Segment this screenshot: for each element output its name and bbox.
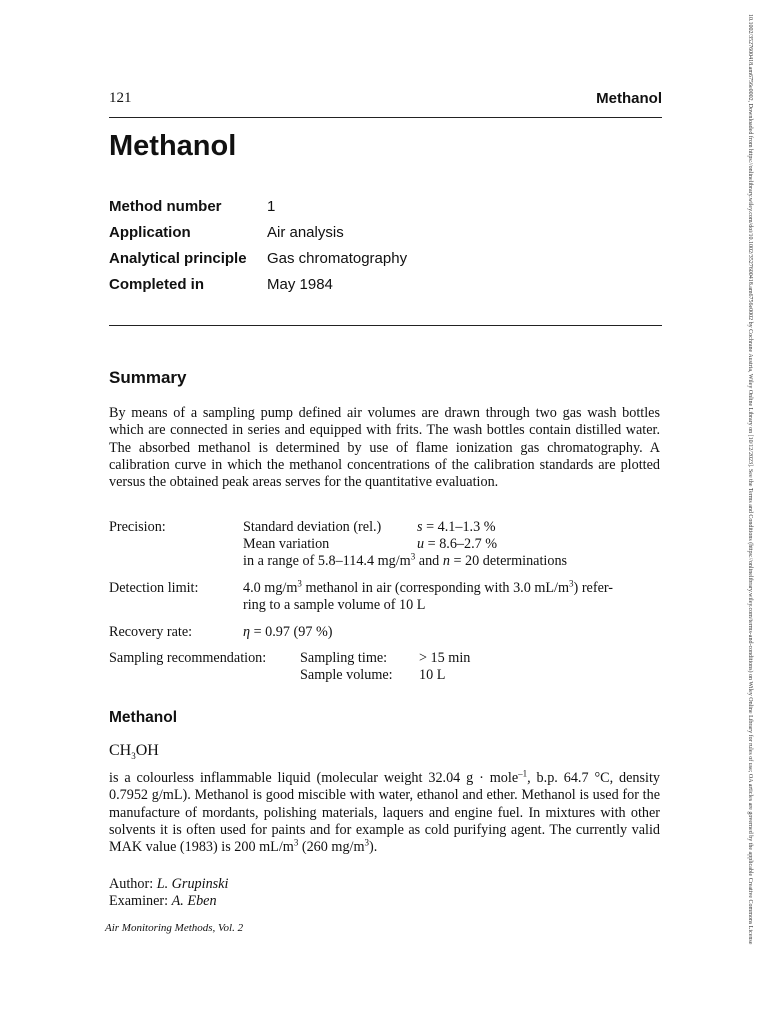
eta-symbol: η xyxy=(243,624,251,640)
page-title: Methanol xyxy=(109,130,237,162)
detection-line-1 xyxy=(243,580,613,597)
description-text: , b.p. 64.7 °C, density 0.7952 g/mL). Methanol is good miscible with water, ethanol and ether. Methanol is used for the manufacture of mordants, polishing materials, laquers and engine fuel. In mixtures with other solvents it is often used for paints and for example as cold purifying agent. The currently valid MAK value (1983) is 200 mL/m xyxy=(109,770,660,856)
meta-label: Analytical principle xyxy=(109,250,247,267)
mv-number: = 8.6–2.7 % xyxy=(424,536,498,552)
detection-text: methanol in air (corresponding with 3.0 mL/m xyxy=(301,580,570,596)
header-rule xyxy=(109,117,662,118)
method-metadata xyxy=(109,198,662,302)
page-number: 121 xyxy=(109,90,132,106)
detection-text: ) refer- xyxy=(573,580,614,596)
meta-row-completed-in xyxy=(109,276,662,302)
sd-label: Standard deviation (rel.) xyxy=(243,519,382,535)
detection-label: Detection limit: xyxy=(109,580,199,596)
unit-exponent: 3 xyxy=(293,837,299,848)
meta-row-method-number xyxy=(109,198,662,224)
summary-text: By means of a sampling pump defined air volumes are drawn through two gas wash bottles which are connected in series and equipped with frits. The wash bottles contain distilled water. The absorbed methanol is determined by use of flame ionization gas chromatography. A calibration curve in which the methanol concentrations of the calibration standards are plotted versus the obtained peak areas serves for the quantitative evaluation. xyxy=(109,405,660,491)
examiner-line xyxy=(109,893,217,910)
meta-row-application xyxy=(109,224,662,250)
meta-label: Application xyxy=(109,224,191,241)
mv-label: Mean variation xyxy=(243,536,330,552)
author-line xyxy=(109,876,228,893)
sampling-label: Sampling recommendation: xyxy=(109,650,267,666)
formula-subscript: 3 xyxy=(131,751,136,762)
unit-exponent: –1 xyxy=(518,768,528,779)
formula-part: CH xyxy=(109,742,132,759)
meta-label: Completed in xyxy=(109,276,205,293)
mv-symbol: u xyxy=(417,536,425,552)
range-text: and xyxy=(415,553,443,569)
sample-volume-value: 10 L xyxy=(419,667,446,683)
sd-symbol: s xyxy=(417,519,423,535)
description-text: is a colourless inflammable liquid (molecular weight 32.04 g · mole xyxy=(109,770,519,786)
meta-value: May 1984 xyxy=(267,276,333,293)
range-n-symbol: n xyxy=(442,553,450,569)
sampling-time-label: Sampling time: xyxy=(300,650,388,666)
detection-line-2: ring to a sample volume of 10 L xyxy=(243,597,426,613)
recovery-number: = 0.97 (97 %) xyxy=(250,624,333,640)
meta-row-analytical-principle xyxy=(109,250,662,276)
chemical-formula xyxy=(109,742,159,760)
unit-exponent: 3 xyxy=(364,837,370,848)
meta-rule xyxy=(109,325,662,326)
methanol-description xyxy=(109,770,660,856)
sample-volume-label: Sample volume: xyxy=(300,667,393,683)
range-unit-exponent: 3 xyxy=(410,551,416,562)
detection-text: 4.0 mg/m xyxy=(243,580,298,596)
running-title: Methanol xyxy=(596,90,662,107)
recovery-label: Recovery rate: xyxy=(109,624,193,640)
examiner-name: A. Eben xyxy=(171,893,217,909)
recovery-value xyxy=(243,624,333,641)
series-footer: Air Monitoring Methods, Vol. 2 xyxy=(105,922,244,934)
summary-heading: Summary xyxy=(109,368,187,387)
meta-value: Air analysis xyxy=(267,224,344,241)
precision-label: Precision: xyxy=(109,519,166,535)
precision-range xyxy=(243,553,567,570)
meta-label: Method number xyxy=(109,198,222,215)
mv-value xyxy=(417,536,497,553)
running-header xyxy=(109,90,662,110)
download-notice: 10.1002/3527600418.am6756e0002, Downloaded from https://onlinelibrary.wiley.com/doi/10.1002/3527600418.am6756e0002 by Cochrane Austria, Wiley Online Library on [10/12/2023]. See the Terms and Conditions (https://onlinelibrary.wiley.com/terms-and-conditions) on Wiley Online Library for rules of use; OA articles are governed by the applicable Creative Commons License xyxy=(747,14,753,945)
description-text: ). xyxy=(369,839,378,856)
range-text: in a range of 5.8–114.4 mg/m xyxy=(243,553,411,569)
meta-value: 1 xyxy=(267,198,276,215)
sd-number: = 4.1–1.3 % xyxy=(422,519,496,535)
range-text: = 20 determinations xyxy=(449,553,568,569)
author-name: L. Grupinski xyxy=(156,876,229,892)
formula-part: OH xyxy=(135,742,159,759)
sd-value xyxy=(417,519,496,536)
unit-exponent: 3 xyxy=(297,578,302,589)
meta-value: Gas chromatography xyxy=(267,250,408,267)
sampling-time-value: > 15 min xyxy=(419,650,471,666)
author-label: Author: xyxy=(109,876,157,892)
examiner-label: Examiner: xyxy=(109,893,172,909)
description-text: (260 mg/m xyxy=(298,839,365,856)
methanol-heading: Methanol xyxy=(109,709,178,726)
unit-exponent: 3 xyxy=(569,578,574,589)
